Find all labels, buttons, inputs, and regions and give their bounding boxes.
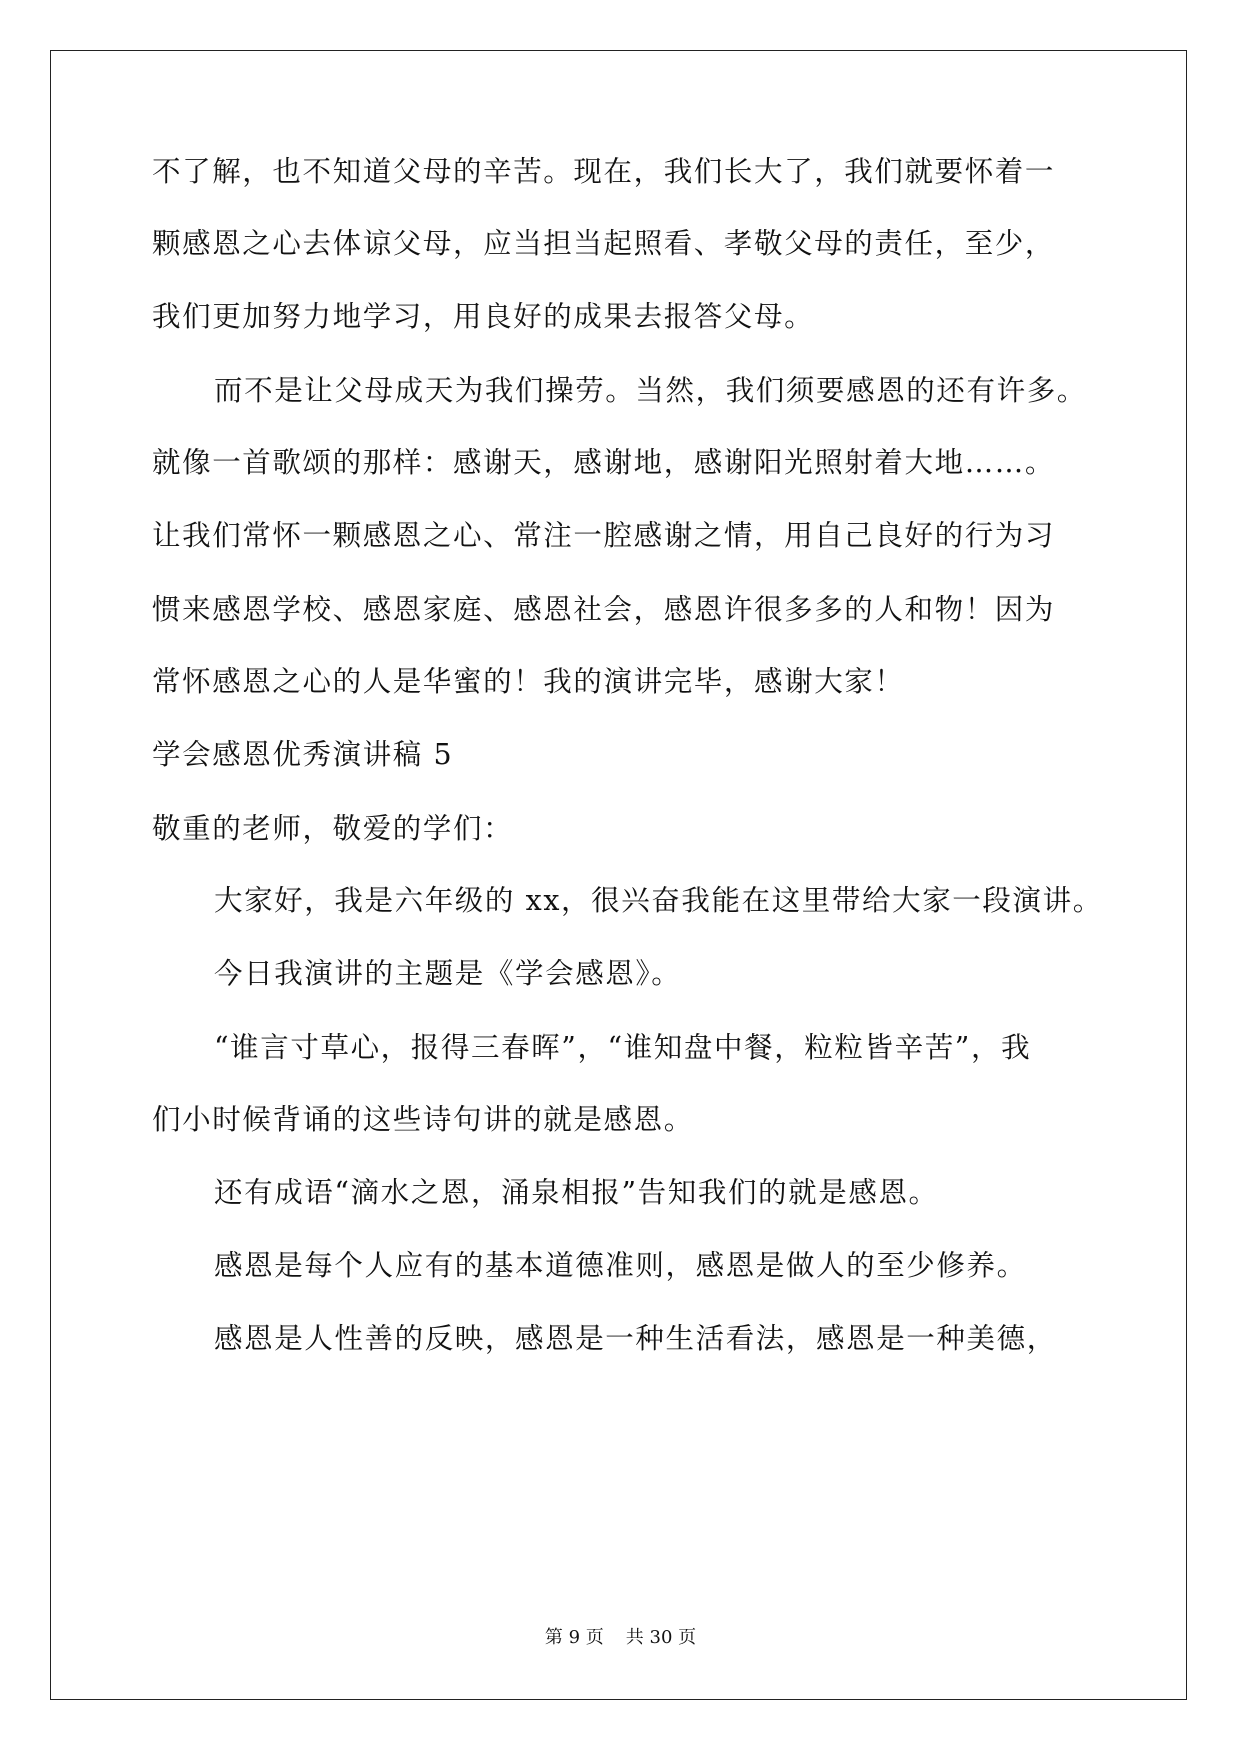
text-line: 我们更加努力地学习，用良好的成果去报答父母。 — [152, 300, 815, 333]
text-line: 颗感恩之心去体谅父母，应当担当起照看、孝敬父母的责任，至少， — [152, 227, 1056, 260]
section-heading: 学会感恩优秀演讲稿 5 — [152, 738, 454, 771]
text-line: 惯来感恩学校、感恩家庭、感恩社会，感恩许很多多的人和物！因为 — [152, 593, 1056, 626]
text-line: 大家好，我是六年级的 xx，很兴奋我能在这里带给大家一段演讲。 — [214, 884, 1103, 917]
salutation: 敬重的老师，敬爱的学们： — [152, 812, 514, 845]
text-line: 感恩是人性善的反映，感恩是一种生活看法，感恩是一种美德， — [214, 1322, 1057, 1355]
text-line: 感恩是每个人应有的基本道德准则，感恩是做人的至少修养。 — [214, 1249, 1027, 1282]
text-line: 还有成语“滴水之恩，涌泉相报”告知我们的就是感恩。 — [214, 1176, 939, 1209]
page-footer — [0, 1626, 1241, 1650]
text-line: 今日我演讲的主题是《学会感恩》。 — [214, 957, 682, 990]
text-line: 而不是让父母成天为我们操劳。当然，我们须要感恩的还有许多。 — [214, 374, 1087, 407]
text-line: 们小时候背诵的这些诗句讲的就是感恩。 — [152, 1103, 694, 1136]
text-line: 让我们常怀一颗感恩之心、常注一腔感谢之情，用自己良好的行为习 — [152, 519, 1056, 552]
text-line: “谁言寸草心，报得三春晖”，“谁知盘中餐，粒粒皆辛苦”，我 — [214, 1031, 1032, 1064]
text-line: 不了解，也不知道父母的辛苦。现在，我们长大了，我们就要怀着一 — [152, 155, 1056, 188]
page-total: 共 30 页 — [625, 1627, 697, 1648]
text-line: 就像一首歌颂的那样：感谢天，感谢地，感谢阳光照射着大地……。 — [152, 446, 1056, 479]
page-number: 第 9 页 — [544, 1627, 604, 1648]
text-line: 常怀感恩之心的人是华蜜的！我的演讲完毕，感谢大家！ — [152, 665, 905, 698]
